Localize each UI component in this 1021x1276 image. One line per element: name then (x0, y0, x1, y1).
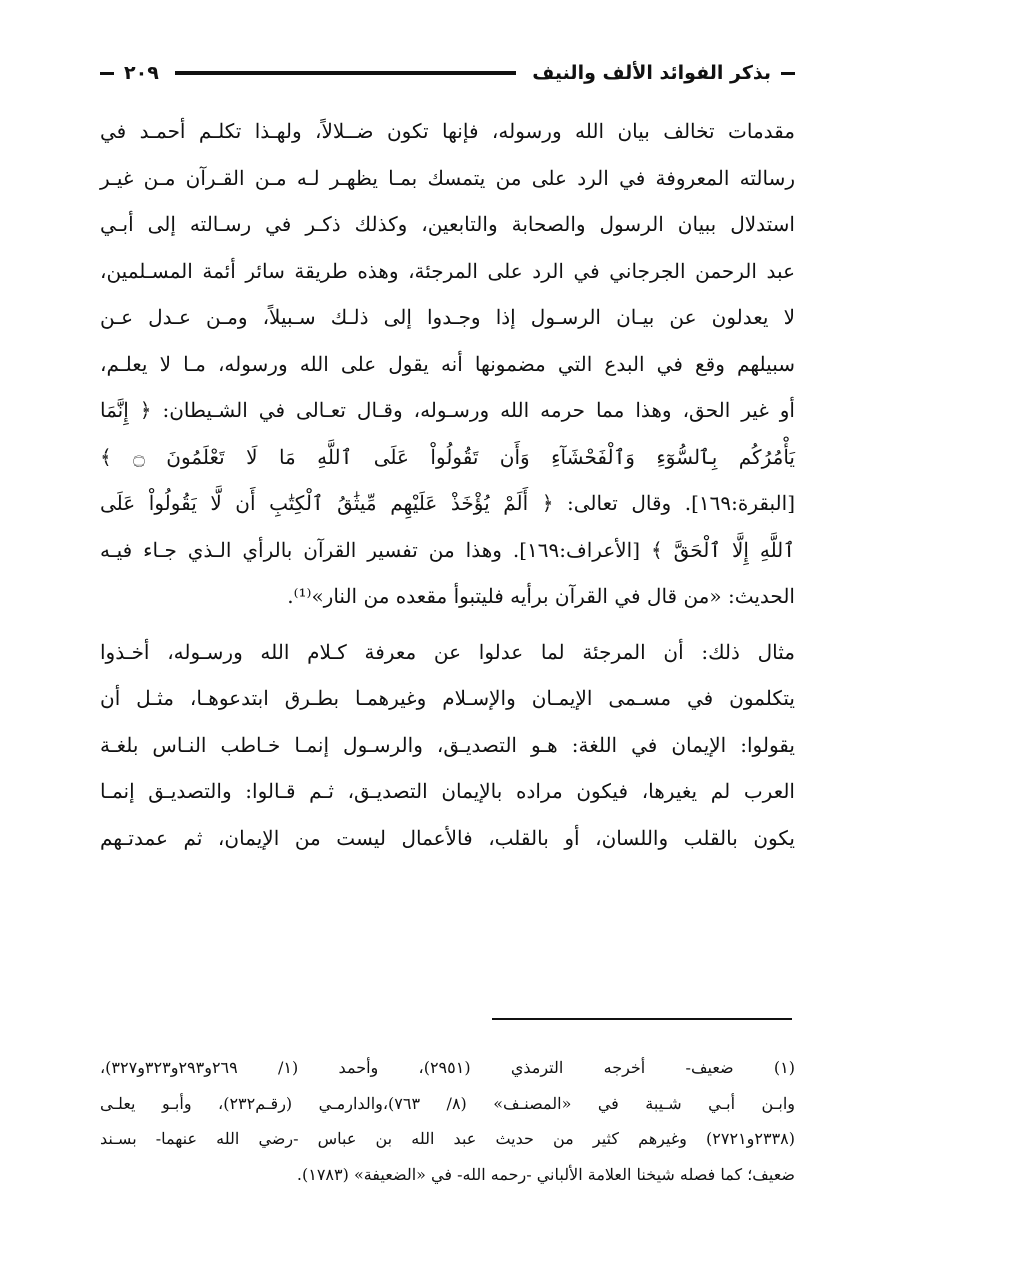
text-line: يكون بالقلب واللسان، أو بالقلب، فالأعمال ليست من الإيمان، ثم عمدتـهم (100, 825, 795, 850)
text-line: عبد الرحمن الجرجاني في الرد على المرجئة، وهذه طريقة سائر أئمة المسـلمين، (100, 258, 795, 283)
text-line: سبيلهم وقع في البدع التي مضمونها أنه يقول على الله ورسوله، مـا لا يعلـم، (100, 351, 795, 376)
quran-verse-line: [البقرة:١٦٩]. وقال تعالى: ﴿ أَلَمْ يُؤْخَذْ عَلَيْهِم مِّيثَٰقُ ٱلْكِتَٰبِ أَن لَّا يَقُولُواْ عَلَى (100, 491, 795, 515)
paragraph-gap (100, 620, 795, 629)
text-line: أو غير الحق، وهذا مما حرمه الله ورسـوله، وقـال تعـالى في الشـيطان: ﴿ إِنَّمَا (100, 398, 795, 422)
text-line: رسالته المعروفة في الرد على من يتمسك بمـا يظهـر لـه مـن القـرآن مـن غيـر (100, 165, 795, 190)
page-header (100, 56, 795, 90)
text-line: يقولوا: الإيمان في اللغة: هـو التصديـق، والرسـول إنمـا خـاطب النـاس بلغـة (100, 732, 795, 757)
text-line: مثال ذلك: أن المرجئة لما عدلوا عن معرفة كـلام الله ورسـوله، أخـذوا (100, 639, 795, 664)
text-line: يتكلمون في مسـمى الإيمـان والإسـلام وغيرهمـا بطـرق ابتدعوهـا، مثـل أن (100, 686, 795, 710)
footnote-line: (٢٣٣٨و٢٧٢١) وغيرهم كثير من حديث عبد الله بن عباس -رضي الله عنهما- بسـند (100, 1129, 795, 1148)
page-number: ٢٠٩ (124, 62, 159, 84)
main-text (100, 108, 795, 861)
text-line: العرب لم يغيرها، فيكون مراده بالإيمان التصديـق، ثـم قـالوا: والتصديـق إنمـا (100, 779, 795, 803)
running-title: بذكر الفوائد الألف والنيف (532, 62, 771, 84)
header-dash-right (781, 72, 795, 75)
text-line: الحديث: «من قال في القرآن برأيه فليتبوأ مقعده من النار»⁽¹⁾. (287, 584, 795, 608)
text-line: استدلال ببيان الرسول والصحابة والتابعين، وكذلك ذكـر في رسـالته إلى أبـي (100, 212, 795, 236)
text-line: مقدمات تخالف بيان الله ورسوله، فإنها تكون ضــلالاً، ولهـذا تكلـم أحمـد في (100, 119, 795, 143)
quran-verse-line: يَأْمُرُكُم بِٱلسُّوٓءِ وَٱلْفَحْشَآءِ وَأَن تَقُولُواْ عَلَى ٱللَّهِ مَا لَا تَعْلَمُونَ ۝ ﴾ (100, 444, 795, 469)
footnote-separator (492, 1018, 792, 1020)
footnote-line: (١) ضعيف- أخرجه الترمذي (٢٩٥١)، وأحمد (١/ ٢٦٩و٢٩٣و٣٢٣و٣٢٧)، (100, 1058, 796, 1077)
footnote-line: ضعيف؛ كما فصله شيخنا العلامة الألباني -رحمه الله- في «الضعيفة» (١٧٨٣). (296, 1164, 795, 1184)
header-rule (175, 71, 517, 75)
footnotes (100, 1050, 795, 1192)
text-line: لا يعدلون عن بيـان الرسـول إذا وجـدوا إلى ذلـك سـبيلاً، ومـن عـدل عـن (100, 305, 795, 329)
text-line: ٱللَّهِ إِلَّا ٱلْحَقَّ ﴾ [الأعراف:١٦٩]. وهذا من تفسير القرآن بالرأي الـذي جـاء فيـه (100, 537, 795, 562)
footnote-line: وابـن أبـي شـيبة في «المصنـف» (٨/ ٧٦٣)،والدارمـي (رقـم٢٣٢)، وأبـو يعلـى (100, 1093, 796, 1113)
header-dash-left (100, 72, 114, 75)
